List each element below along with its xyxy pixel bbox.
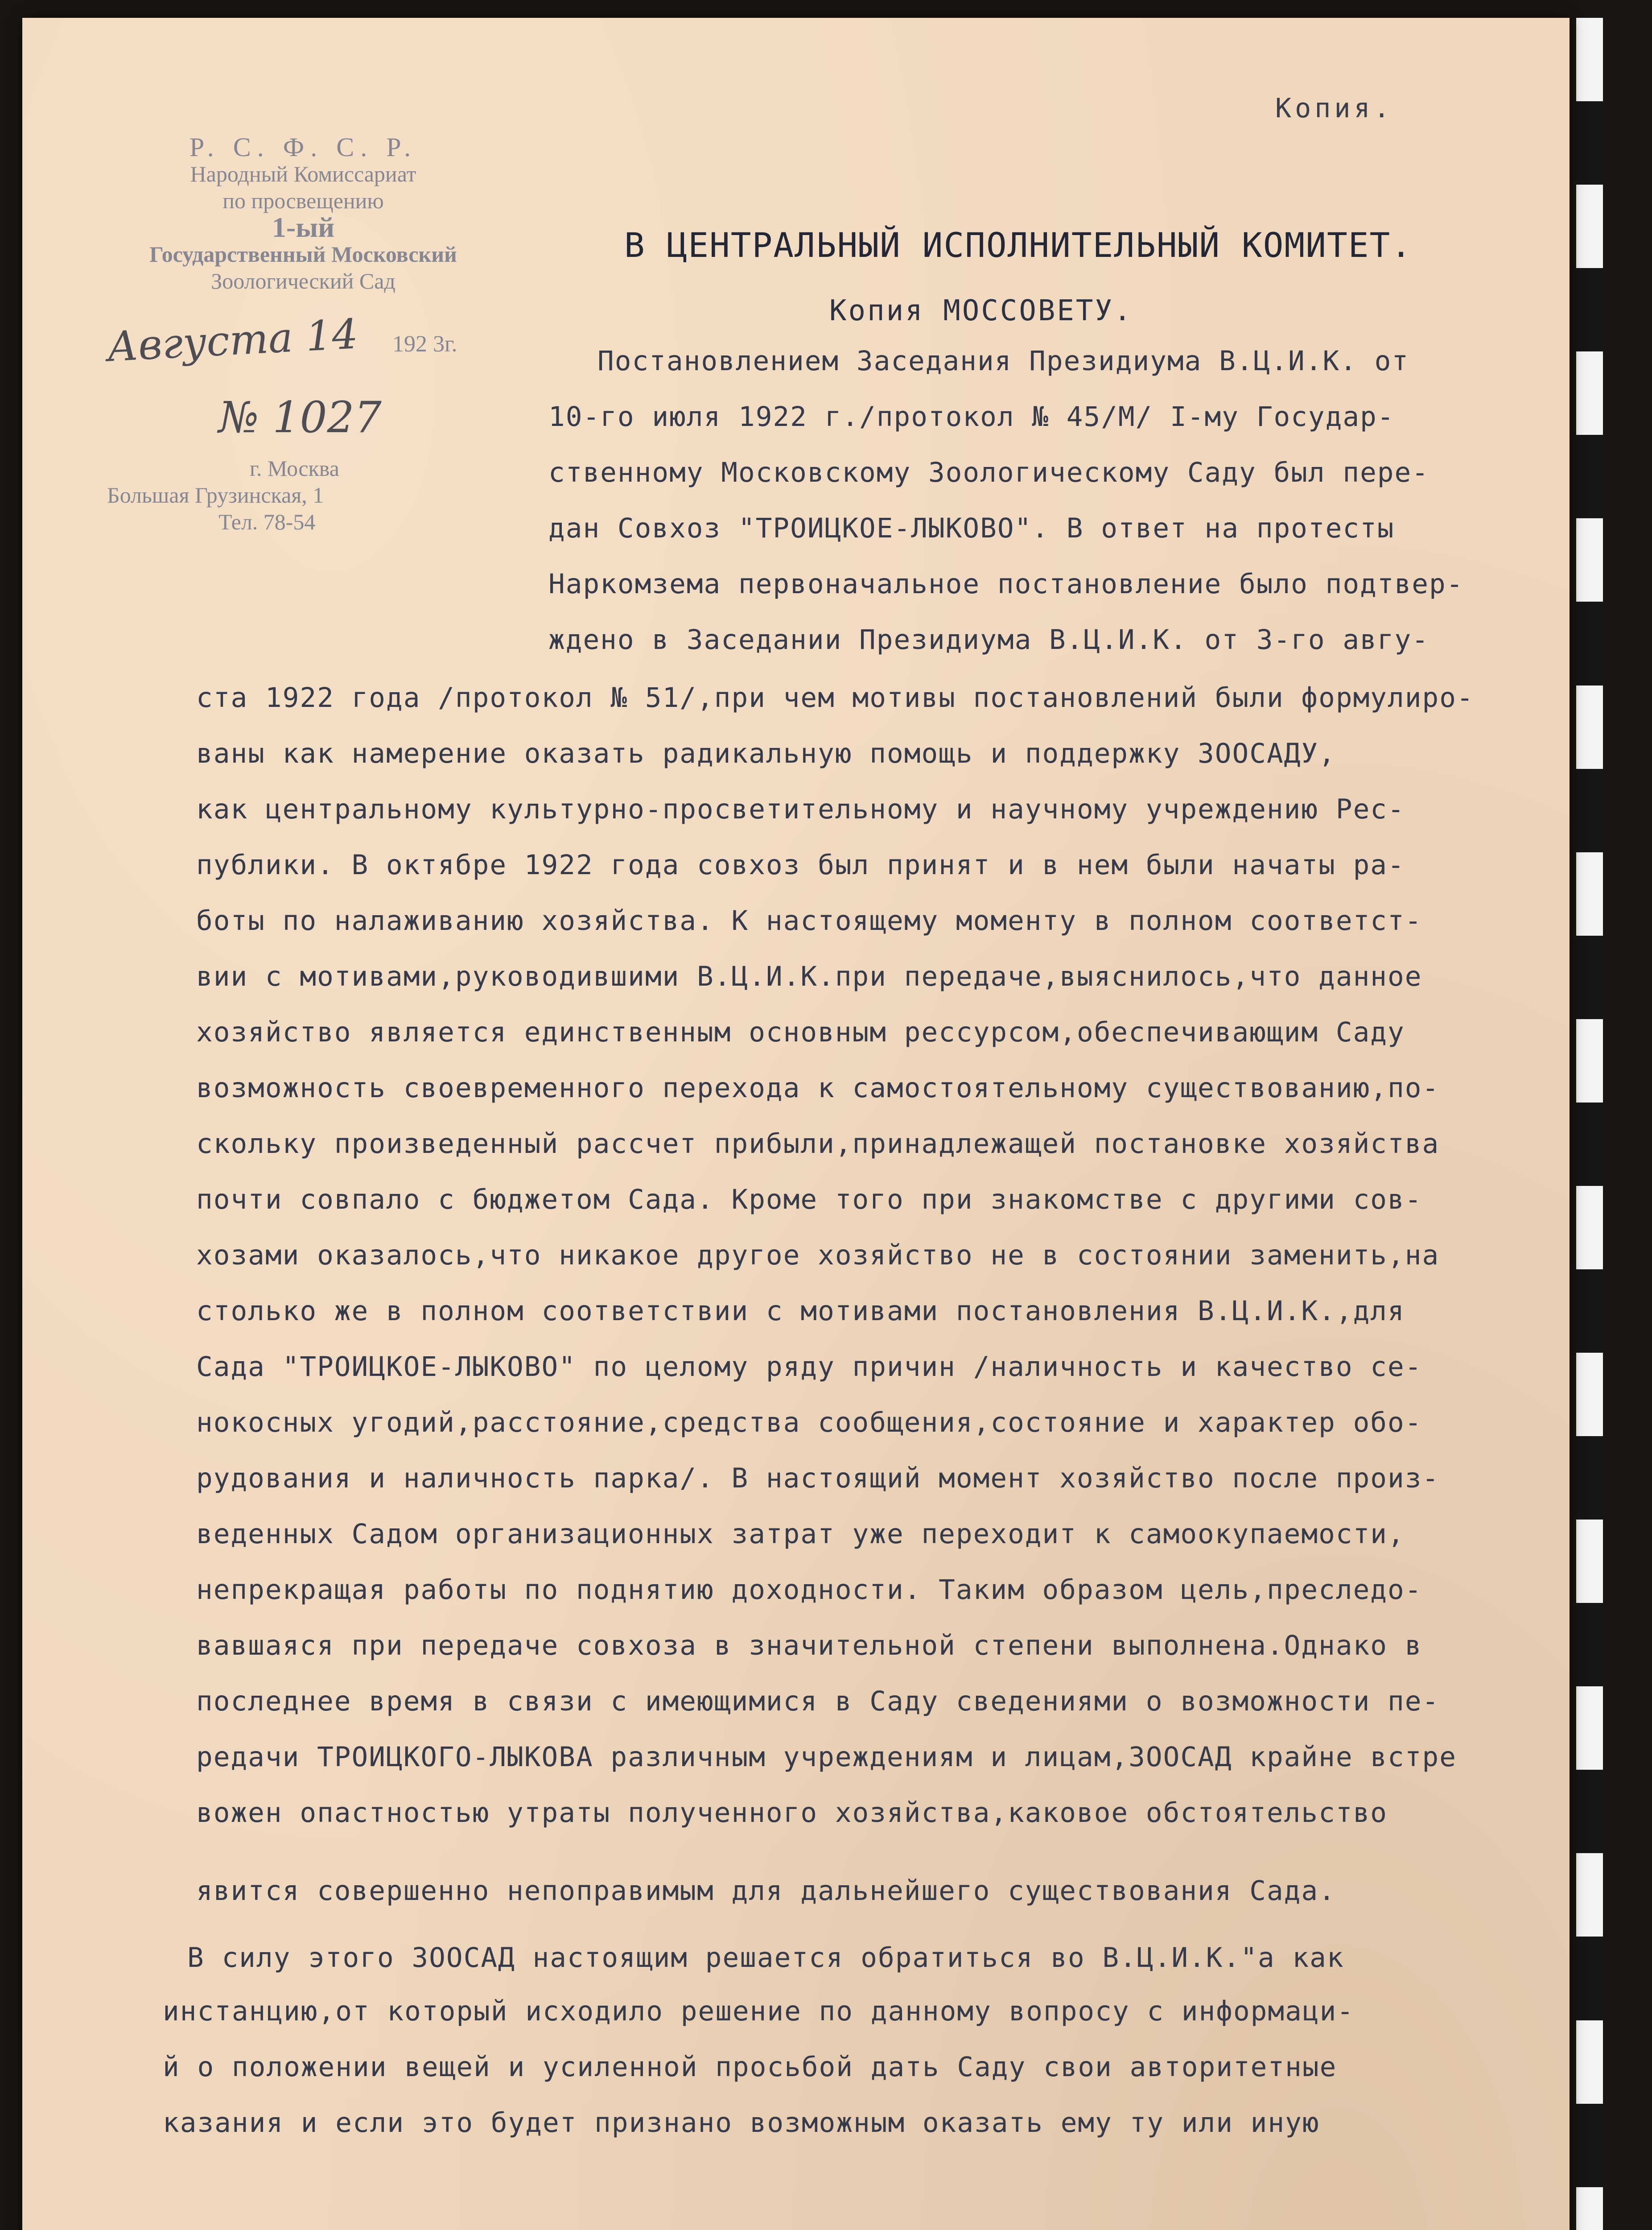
body-line: й о положении вещей и усиленной просьбой дать Саду свои авторитетные: [163, 2051, 1337, 2083]
body-line: нокосных угодий,расстояние,средства сообщения,состояние и характер обо-: [196, 1407, 1422, 1438]
document-subheading: Копия МОССОВЕТУ.: [829, 294, 1133, 327]
body-line: 10-го июля 1922 г./протокол № 45/М/ I-му Государ-: [548, 401, 1395, 433]
stamp-number-row: [107, 388, 499, 455]
document-heading: В ЦЕНТРАЛЬНЫЙ ИСПОЛНИТЕЛЬНЫЙ КОМИТЕТ.: [624, 225, 1412, 265]
body-line: вии с мотивами,руководившими В.Ц.И.К.при передаче,выяснилось,что данное: [196, 961, 1422, 992]
handwritten-date: Августа 14: [106, 310, 359, 371]
body-line: казания и если это будет признано возможным оказать ему ту или иную: [163, 2107, 1320, 2139]
body-line: скольку произведенный рассчет прибыли,принадлежащей постановке хозяйства: [196, 1128, 1440, 1160]
stamp-line: Народный Комиссариат: [190, 161, 416, 186]
body-line: ваны как намерение оказать радикальную помощь и поддержку ЗООСАДУ,: [196, 738, 1336, 769]
stamp-line: Зоологический Сад: [211, 268, 395, 293]
stamp-date-row: [107, 299, 499, 388]
body-line: хозами оказалось,что никакое другое хозяйство не в состоянии заменить,на: [196, 1239, 1440, 1271]
body-line: хозяйство является единственным основным рессурсом,обеспечивающим Саду: [196, 1016, 1405, 1048]
body-line: инстанцию,от который исходило решение по данному вопросу с информаци-: [163, 1995, 1355, 2027]
handwritten-number: № 1027: [218, 392, 382, 442]
stamp-city: г. Москва: [250, 456, 339, 481]
body-line: ждено в Заседании Президиума В.Ц.И.К. от 3-го авгу-: [548, 624, 1429, 656]
stamp-line: Р. С. Ф. С. Р.: [189, 132, 417, 162]
stamp-phone: Тел. 78-54: [218, 509, 316, 534]
institution-stamp: [107, 134, 499, 615]
body-line: возможность своевременного перехода к самостоятельному существованию,по-: [196, 1072, 1440, 1104]
body-line: В силу этого ЗООСАД настоящим решается обратиться во В.Ц.И.К."а как: [187, 1942, 1344, 1974]
body-line: Наркомзема первоначальное постановление было подтвер-: [548, 568, 1464, 600]
stamp-line: 1-ый: [272, 211, 335, 243]
body-line: вожен опастностью утраты полученного хозяйства,каковое обстоятельство: [196, 1797, 1388, 1829]
archive-scale-strip: [1576, 18, 1603, 2230]
stamp-line: по просвещению: [222, 188, 384, 213]
body-line: дан Совхоз "ТРОИЦКОЕ-ЛЫКОВО". В ответ на протесты: [548, 512, 1395, 544]
body-line: рудования и наличность парка/. В настоящий момент хозяйство после произ-: [196, 1462, 1440, 1494]
body-line: ста 1922 года /протокол № 51/,при чем мотивы постановлений были формулиро-: [196, 682, 1474, 714]
stamp-address: Большая Грузинская, 1: [107, 483, 324, 508]
body-line: редачи ТРОИЦКОГО-ЛЫКОВА различным учреждениям и лицам,ЗООСАД крайне встре: [196, 1741, 1457, 1773]
body-line: как центральному культурно-просветительному и научному учреждению Рес-: [196, 793, 1405, 825]
body-line: боты по налаживанию хозяйства. К настоящему моменту в полном соответст-: [196, 905, 1422, 937]
body-line: веденных Садом организационных затрат уже переходит к самоокупаемости,: [196, 1518, 1405, 1550]
body-line: явится совершенно непоправимым для дальнейшего существования Сада.: [196, 1875, 1336, 1907]
stamp-line: Государственный Московский: [149, 242, 457, 267]
body-line: Сада "ТРОИЦКОЕ-ЛЫКОВО" по целому ряду причин /наличность и качество се-: [196, 1351, 1422, 1383]
body-line: публики. В октябре 1922 года совхоз был принят и в нем были начаты ра-: [196, 849, 1405, 881]
copy-mark: Копия.: [1275, 93, 1393, 124]
body-line: непрекращая работы по поднятию доходности. Таким образом цель,преследо-: [196, 1574, 1422, 1606]
body-line: вавшаяся при передаче совхоза в значительной степени выполнена.Однако в: [196, 1630, 1422, 1661]
body-line: Постановлением Заседания Президиума В.Ц.И.К. от: [597, 345, 1409, 377]
stamp-date-year: 192 3г.: [392, 331, 457, 357]
body-line: ственному Московскому Зоологическому Саду был пере-: [548, 457, 1429, 488]
body-line: последнее время в связи с имеющимися в Саду сведениями о возможности пе-: [196, 1685, 1440, 1717]
body-line: столько же в полном соответствии с мотивами постановления В.Ц.И.К.,для: [196, 1295, 1405, 1327]
body-line: почти совпало с бюджетом Сада. Кроме того при знакомстве с другими сов-: [196, 1184, 1422, 1215]
